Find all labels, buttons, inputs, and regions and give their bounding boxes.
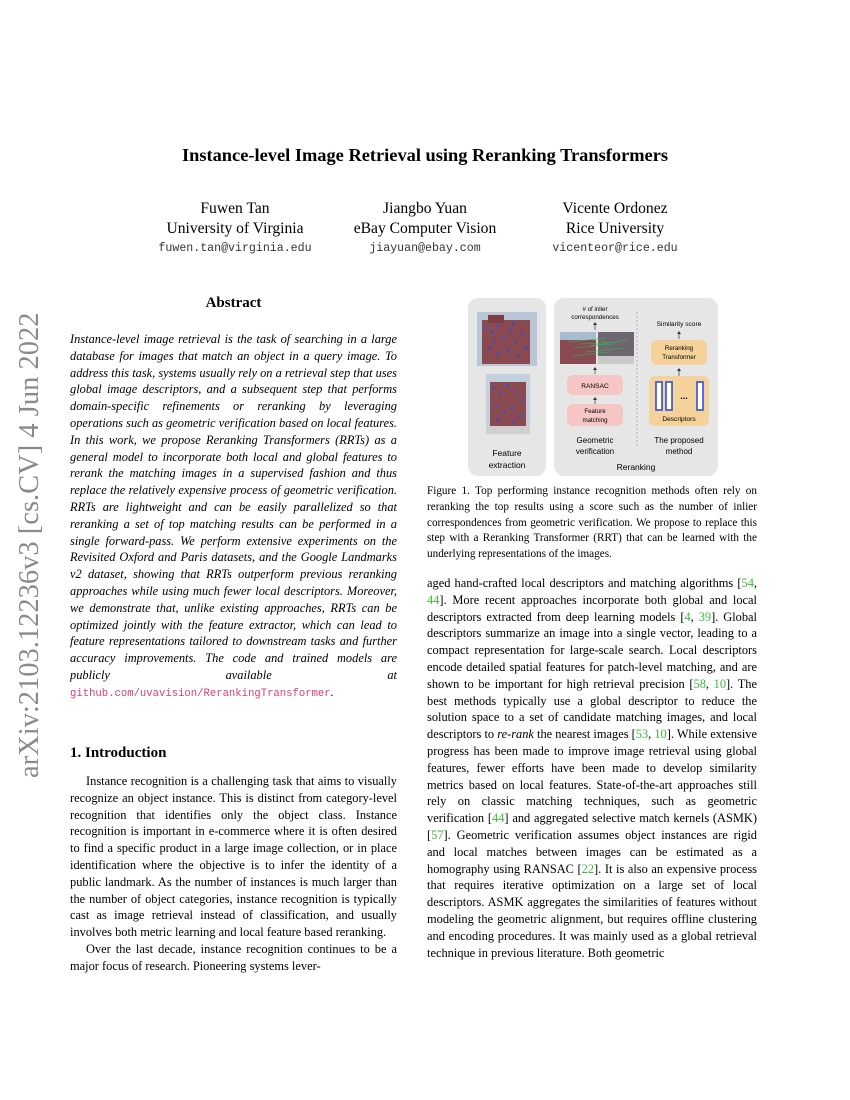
intro-paragraph-2: Over the last decade, instance recognition continues to be a major focus of research. Pioneering systems lever-	[70, 941, 397, 973]
geometric-verification-label-1: Geometric	[576, 436, 614, 445]
citation[interactable]: 53	[635, 727, 649, 742]
citation[interactable]: 44	[427, 592, 440, 607]
figure-caption: Figure 1. Top performing instance recognition methods often rely on reranking the top results using a score such as the number of inlier correspondences from geometric verification. We propose to replace this step with a Reranking Transformer (RRT) that can be learned with the underlying representations of the images.	[427, 485, 757, 561]
reranking-transformer-box	[651, 340, 707, 365]
descriptor-bar	[656, 382, 662, 410]
code-link[interactable]: github.com/uvavision/RerankingTransformer	[70, 687, 331, 700]
author-block-1	[150, 199, 320, 259]
author-affiliation: University of Virginia	[166, 220, 304, 237]
author-email[interactable]: vicenteor@rice.edu	[552, 242, 678, 255]
building-image-top	[477, 312, 537, 366]
geometric-verification-label-2: verification	[575, 447, 615, 456]
arxiv-identifier: arXiv:2103.12236v3 [cs.CV] 4 Jun 2022	[14, 312, 45, 778]
feature-matching-label-2: matching	[582, 417, 608, 424]
text-run: ]. Geometric verification assumes object instances are rigid and local matches between images can be estimated as a homography using RANSAC [	[427, 827, 757, 876]
paper-title: Instance-level Image Retrieval using Reranking Transformers	[181, 145, 669, 165]
citation[interactable]: 39	[698, 609, 712, 624]
citation[interactable]: 58	[693, 676, 706, 691]
text-run: ]. More recent approaches incorporate both global and local descriptors extracted from deep learning models [	[427, 592, 757, 624]
intro-paragraph-1: Instance recognition is a challenging task that aims to visually recognize an object instance. This is distinct from category-level recognition that identifies only the object class. Instance recognition is important in e-commerce where it is often desired to find a specific product in a large image collection, or in place identification where the objective is to infer the identity of a public landmark. As the number of instances is much larger than the number of object categories, instance recognition is typically cast as image retrieval instead of classification, and usually involves both metric learning and local feature based reranking.	[70, 774, 397, 940]
descriptors-label: Descriptors	[662, 416, 696, 423]
author-block-3	[540, 199, 690, 259]
proposed-method-label-2: method	[665, 447, 693, 456]
reranking-transformer-label-1: Reranking	[664, 345, 694, 352]
text-run: ,	[753, 576, 757, 590]
text-run: the nearest images [	[533, 727, 636, 742]
text-run: ]. While extensive progress has been made to improve image retrieval using global features, fewer efforts have been made to develop similarity metrics based on local features. State-of-the-art approaches still rely on classic matching techniques, such as geometric verification [	[427, 727, 757, 826]
proposed-method-label-1: The proposed	[654, 436, 704, 445]
feature-extraction-label-1: Feature	[492, 448, 522, 458]
author-email[interactable]: fuwen.tan@virginia.edu	[158, 242, 312, 255]
text-run: ]. It is also an expensive process that requires iterative optimization on a large set of local descriptors. ASMK aggregates the similarities of features without modeling the geometric alignment, but requires offline clustering and encoding procedures. It was mainly used as a global retrieval technique in previous literature. Both geometric	[427, 861, 757, 960]
text-run: ,	[705, 676, 714, 691]
abstract-text: Instance-level image retrieval is the task of searching in a large database for images that match an object in a query image. To address this task, systems usually rely on a retrieval step that uses global image descriptors, and a subsequent step that performs domain-specific refinements or reranking by leveraging operations such as geometric verification based on local features. In this work, we propose Reranking Transformers (RRTs) as a general model to incorporate both local and global features to rerank the matching images in a supervised fashion and thus replace the relatively expensive process of geometric verification. RRTs are lightweight and can be easily parallelized so that reranking a set of top matching results can be performed in a single forward-pass. We perform extensive experiments on the Revisited Oxford and Paris datasets, and the Google Landmarks v2 dataset, showing that RRTs outperform previous reranking approaches while using much fewer local descriptors. Moreover, we demonstrate that, unlike existing approaches, RRTs can be optimized jointly with the feature extractor, which can lead to feature representations tailored to downstream tasks and further accuracy improvements. The code and trained models are publicly available at	[70, 332, 397, 682]
author-email[interactable]: jiayuan@ebay.com	[369, 242, 481, 255]
inlier-label: # of inlier	[582, 306, 608, 313]
descriptor-bar	[666, 382, 672, 410]
citation[interactable]: 57	[431, 827, 444, 842]
emphasis: re-rank	[497, 727, 534, 742]
author-name: Fuwen Tan	[200, 200, 270, 217]
ransac-label: RANSAC	[581, 383, 609, 390]
intro-heading: 1. Introduction	[70, 745, 167, 761]
correspondences-label: correspondences	[571, 314, 619, 321]
reranking-transformer-label-2: Transformer	[662, 354, 696, 361]
abstract-body	[70, 331, 397, 703]
text-run: ]. Global descriptors summarize an image into a single vector, leading to a compact representation for large-scale search. Local descriptors encode detailed spatial features for patch-level matching, and are shown to be important for high retrieval precision [	[427, 609, 757, 691]
text-run: ]. The best methods typically use a global descriptor to reduce the solution space to a set of candidate matching images, and local descriptors to	[427, 676, 757, 742]
author-affiliation: eBay Computer Vision	[353, 220, 497, 237]
abstract-heading: Abstract	[205, 295, 262, 311]
right-column-text	[427, 575, 757, 961]
citation[interactable]: 10	[713, 676, 727, 691]
text-run: ,	[648, 727, 655, 742]
citation[interactable]: 44	[492, 811, 505, 826]
feature-matching-label-1: Feature	[584, 408, 606, 415]
author-affiliation: Rice University	[565, 220, 665, 237]
citation[interactable]: 22	[581, 861, 595, 876]
text-run: ,	[690, 609, 699, 624]
figure-1	[468, 298, 718, 476]
author-block-2	[335, 199, 515, 259]
building-image-bottom	[486, 374, 530, 434]
descriptor-ellipsis: ...	[680, 391, 688, 401]
citation[interactable]: 54	[741, 576, 754, 590]
text-run: aged hand-crafted local descriptors and matching algorithms [	[427, 576, 742, 590]
reranking-label: Reranking	[616, 462, 656, 472]
citation[interactable]: 4	[684, 609, 691, 624]
intro-body	[70, 773, 397, 975]
similarity-score-label: Similarity score	[656, 321, 702, 328]
author-name: Vicente Ordonez	[562, 200, 668, 217]
author-name: Jiangbo Yuan	[383, 200, 467, 217]
feature-extraction-label-2: extraction	[488, 460, 526, 470]
abstract-end: .	[330, 684, 334, 699]
text-run: ] and aggregated selective match kernels (ASMK) [	[427, 811, 757, 842]
citation[interactable]: 10	[654, 727, 667, 742]
descriptor-bar	[697, 382, 703, 410]
